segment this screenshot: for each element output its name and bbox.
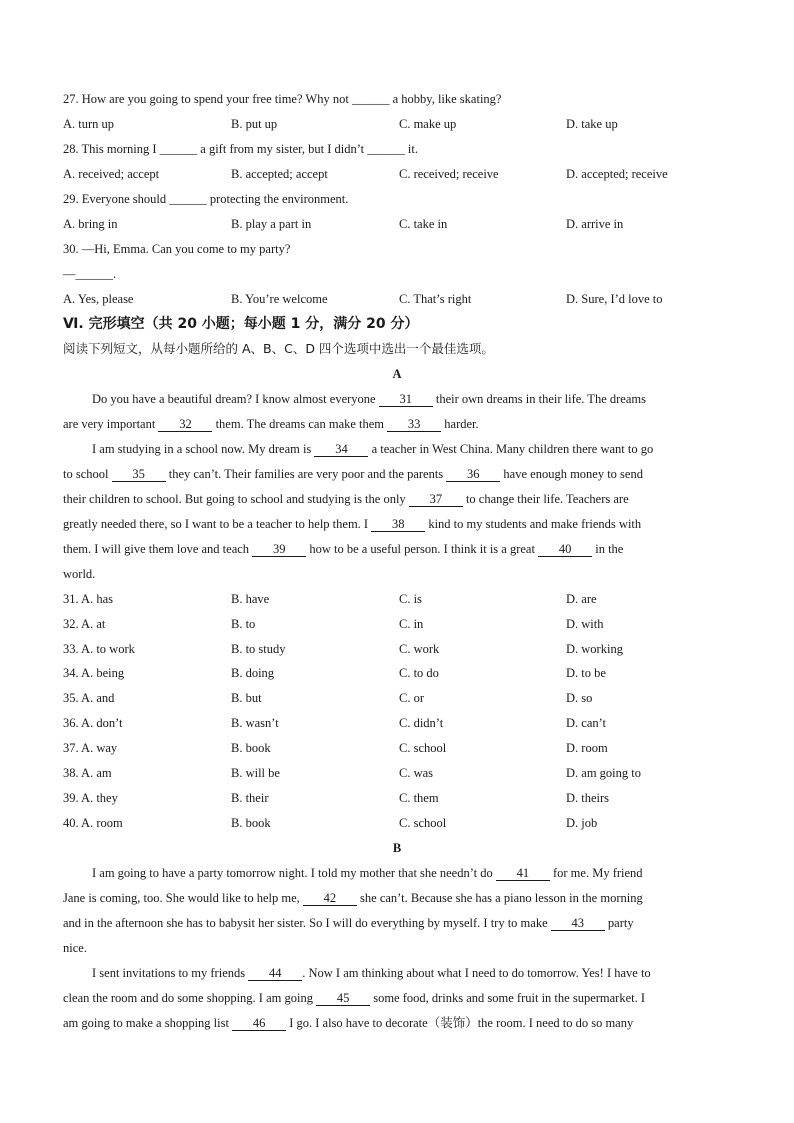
option-33-b[interactable]: B. to study <box>231 642 286 656</box>
option-34-b[interactable]: B. doing <box>231 666 275 680</box>
question-29 <box>63 191 733 207</box>
passage-text: kind to my students and make friends with <box>425 517 642 531</box>
passage-a-line-4 <box>63 466 733 482</box>
q28-option-a[interactable]: A. received; accept <box>63 167 160 181</box>
option-37-a[interactable]: 37. A. way <box>63 741 118 755</box>
option-39-c[interactable]: C. them <box>399 791 439 805</box>
q27-option-d[interactable]: D. take up <box>566 117 618 131</box>
option-31-d[interactable]: D. are <box>566 592 597 606</box>
passage-text: Do you have a beautiful dream? I know almost everyone <box>92 392 379 406</box>
option-35-d[interactable]: D. so <box>566 691 593 705</box>
q29-text: 29. Everyone should <box>63 192 170 206</box>
q28-option-d[interactable]: D. accepted; receive <box>566 167 668 181</box>
passage-text: their own dreams in their life. The dreams <box>432 392 646 406</box>
option-35-a[interactable]: 35. A. and <box>63 691 115 705</box>
passage-text: harder. <box>441 417 479 431</box>
option-39-a[interactable]: 39. A. they <box>63 791 118 805</box>
option-34-c[interactable]: C. to do <box>399 666 439 680</box>
option-32-c[interactable]: C. in <box>399 617 424 631</box>
blank-40[interactable]: 40 <box>538 542 592 557</box>
question-28 <box>63 141 733 157</box>
q29-option-d[interactable]: D. arrive in <box>566 217 624 231</box>
q29-option-a[interactable]: A. bring in <box>63 217 118 231</box>
cloze-options-32 <box>63 616 733 632</box>
passage-b-label: B <box>392 841 402 855</box>
option-39-b[interactable]: B. their <box>231 791 269 805</box>
q30-line-1: 30. —Hi, Emma. Can you come to my party? <box>63 242 291 256</box>
blank-35[interactable]: 35 <box>112 467 166 482</box>
q30-dash: — <box>63 267 76 281</box>
q27-option-b[interactable]: B. put up <box>231 117 278 131</box>
passage-a-line-8: world. <box>63 567 96 581</box>
blank-32[interactable]: 32 <box>158 417 212 432</box>
q28-text-mid: a gift from my sister, but I didn’t <box>197 142 368 156</box>
passage-text: they can’t. Their families are very poor and the parents <box>165 467 447 481</box>
q27-option-c[interactable]: C. make up <box>399 117 457 131</box>
passage-text: them. I will give them love and teach <box>63 542 253 556</box>
passage-text: and in the afternoon she has to babysit her sister. So I will do everything by myself. I try to make <box>63 916 551 930</box>
option-40-c[interactable]: C. school <box>399 816 447 830</box>
section-instruction: 阅读下列短文，从每小题所给的 A、B、C、D 四个选项中选出一个最佳选项。 <box>63 341 494 356</box>
passage-text: I am studying in a school now. My dream is <box>92 442 315 456</box>
option-31-c[interactable]: C. is <box>399 592 422 606</box>
option-34-d[interactable]: D. to be <box>566 666 606 680</box>
blank-33[interactable]: 33 <box>387 417 441 432</box>
q28-option-b[interactable]: B. accepted; accept <box>231 167 328 181</box>
blank-37[interactable]: 37 <box>409 492 463 507</box>
option-36-c[interactable]: C. didn’t <box>399 716 444 730</box>
option-31-a[interactable]: 31. A. has <box>63 592 113 606</box>
cloze-options-35 <box>63 690 733 706</box>
cloze-options-33 <box>63 641 733 657</box>
blank-39[interactable]: 39 <box>252 542 306 557</box>
passage-text: to school <box>63 467 112 481</box>
question-30-response <box>63 266 733 282</box>
question-27 <box>63 91 733 107</box>
passage-a-line-3 <box>92 441 732 457</box>
option-38-d[interactable]: D. am going to <box>566 766 641 780</box>
cloze-options-40 <box>63 815 733 831</box>
option-39-d[interactable]: D. theirs <box>566 791 610 805</box>
passage-text: to change their life. Teachers are <box>462 492 629 506</box>
passage-text: . Now I am thinking about what I need to do tomorrow. Yes! I have to <box>302 966 651 980</box>
option-36-d[interactable]: D. can’t <box>566 716 607 730</box>
passage-b-line-2 <box>63 890 733 906</box>
passage-b-line-4: nice. <box>63 941 87 955</box>
cloze-options-31 <box>63 591 733 607</box>
passage-text: how to be a useful person. I think it is a great <box>306 542 539 556</box>
q29-option-b[interactable]: B. play a part in <box>231 217 312 231</box>
q30-option-a[interactable]: A. Yes, please <box>63 292 134 306</box>
passage-b-line-1 <box>92 865 732 881</box>
option-34-a[interactable]: 34. A. being <box>63 666 125 680</box>
passage-text: party <box>604 916 634 930</box>
section-title: Ⅵ. 完形填空（共 20 小题；每小题 1 分，满分 20 分） <box>63 316 419 332</box>
blank-38[interactable]: 38 <box>371 517 425 532</box>
option-31-b[interactable]: B. have <box>231 592 270 606</box>
option-40-d[interactable]: D. job <box>566 816 598 830</box>
passage-a-line-7 <box>63 541 733 557</box>
q28-blank-2: ______ <box>367 142 405 156</box>
option-32-b[interactable]: B. to <box>231 617 256 631</box>
passage-text: she can’t. Because she has a piano lesson in the morning <box>356 891 643 905</box>
option-37-d[interactable]: D. room <box>566 741 608 755</box>
passage-a-label: A <box>392 367 402 381</box>
cloze-options-38 <box>63 765 733 781</box>
option-32-a[interactable]: 32. A. at <box>63 617 106 631</box>
q28-option-c[interactable]: C. received; receive <box>399 167 499 181</box>
q30-blank: ______ <box>75 267 113 281</box>
q28-options <box>63 166 733 182</box>
q30-period: . <box>113 267 117 281</box>
passage-text: a teacher in West China. Many children there want to go <box>368 442 654 456</box>
q27-blank: ______ <box>351 92 390 106</box>
q30-option-d[interactable]: D. Sure, I’d love to <box>566 292 663 306</box>
blank-41[interactable]: 41 <box>496 866 550 881</box>
passage-text: are very important <box>63 417 159 431</box>
q29-blank: ______ <box>169 192 207 206</box>
blank-46[interactable]: 46 <box>232 1016 286 1031</box>
blank-36[interactable]: 36 <box>446 467 500 482</box>
q28-text: 28. This morning I <box>63 142 160 156</box>
cloze-options-39 <box>63 790 733 806</box>
passage-a-line-6 <box>63 516 733 532</box>
option-33-c[interactable]: C. work <box>399 642 440 656</box>
option-37-c[interactable]: C. school <box>399 741 447 755</box>
blank-42[interactable]: 42 <box>303 891 357 906</box>
passage-b-line-5 <box>92 965 732 981</box>
q29-option-c[interactable]: C. take in <box>399 217 448 231</box>
option-33-a[interactable]: 33. A. to work <box>63 642 135 656</box>
passage-text: am going to make a shopping list <box>63 1016 233 1030</box>
option-40-a[interactable]: 40. A. room <box>63 816 123 830</box>
option-36-a[interactable]: 36. A. don’t <box>63 716 123 730</box>
q27-option-a[interactable]: A. turn up <box>63 117 115 131</box>
option-38-b[interactable]: B. will be <box>231 766 280 780</box>
q28-text-end: it. <box>404 142 418 156</box>
passage-text: their children to school. But going to school and studying is the only <box>63 492 409 506</box>
option-35-b[interactable]: B. but <box>231 691 262 705</box>
passage-b-line-6 <box>63 990 733 1006</box>
option-38-a[interactable]: 38. A. am <box>63 766 112 780</box>
q30-options <box>63 291 733 307</box>
blank-45[interactable]: 45 <box>316 991 370 1006</box>
option-37-b[interactable]: B. book <box>231 741 271 755</box>
passage-a-line-1 <box>92 391 732 407</box>
passage-text: Jane is coming, too. She would like to help me, <box>63 891 303 905</box>
passage-text: some food, drinks and some fruit in the supermarket. I <box>370 991 646 1005</box>
q27-options <box>63 116 733 132</box>
passage-text: I go. I also have to decorate（装饰）the room. I need to do so many <box>286 1016 634 1030</box>
cloze-options-37 <box>63 740 733 756</box>
q27-text: 27. How are you going to spend your free time? Why not <box>63 92 352 106</box>
passage-b-line-7 <box>63 1015 733 1031</box>
passage-b-line-3 <box>63 915 733 931</box>
q30-option-b[interactable]: B. You’re welcome <box>231 292 328 306</box>
passage-a-line-5 <box>63 491 733 507</box>
option-35-c[interactable]: C. or <box>399 691 424 705</box>
option-33-d[interactable]: D. working <box>566 642 623 656</box>
passage-text: clean the room and do some shopping. I am going <box>63 991 317 1005</box>
option-32-d[interactable]: D. with <box>566 617 604 631</box>
question-30 <box>63 241 733 257</box>
q29-text-end: protecting the environment. <box>206 192 349 206</box>
passage-text: greatly needed there, so I want to be a teacher to help them. I <box>63 517 372 531</box>
option-40-b[interactable]: B. book <box>231 816 271 830</box>
q30-option-c[interactable]: C. That’s right <box>399 292 472 306</box>
passage-text: for me. My friend <box>549 866 643 880</box>
blank-43[interactable]: 43 <box>551 916 605 931</box>
passage-text: I sent invitations to my friends <box>92 966 249 980</box>
cloze-options-34 <box>63 665 733 681</box>
passage-text: in the <box>592 542 624 556</box>
blank-44[interactable]: 44 <box>248 966 302 981</box>
passage-text: them. The dreams can make them <box>212 417 388 431</box>
blank-34[interactable]: 34 <box>314 442 368 457</box>
cloze-options-36 <box>63 715 733 731</box>
q28-blank-1: ______ <box>159 142 198 156</box>
option-38-c[interactable]: C. was <box>399 766 434 780</box>
q29-options <box>63 216 733 232</box>
blank-31[interactable]: 31 <box>379 392 433 407</box>
passage-a-line-2 <box>63 416 733 432</box>
passage-text: have enough money to send <box>500 467 643 481</box>
option-36-b[interactable]: B. wasn’t <box>231 716 279 730</box>
passage-text: I am going to have a party tomorrow night. I told my mother that she needn’t do <box>92 866 496 880</box>
q27-text-end: a hobby, like skating? <box>389 92 502 106</box>
